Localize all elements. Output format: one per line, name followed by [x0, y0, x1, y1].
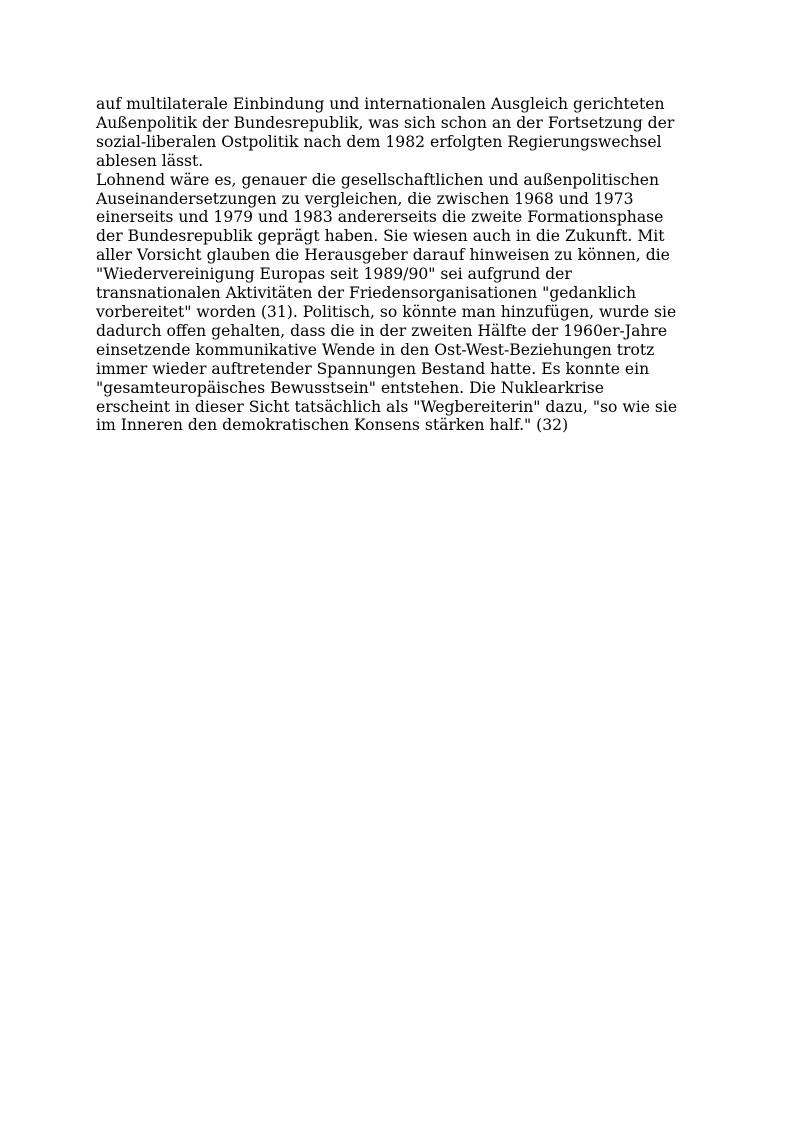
text-line: aller Vorsicht glauben die Herausgeber darauf hinweisen zu können, die — [96, 246, 670, 265]
text-line: "gesamteuropäisches Bewusstsein" entstehen. Die Nuklearkrise — [96, 378, 604, 397]
text-line: einsetzende kommunikative Wende in den Ost-West-Beziehungen trotz — [96, 340, 655, 359]
text-line: ablesen lässt. — [96, 151, 204, 170]
text-line: im Inneren den demokratischen Konsens stärken half." (32) — [96, 416, 569, 435]
text-line: transnationalen Aktivitäten der Friedensorganisationen "gedanklich — [96, 284, 637, 303]
text-line: sozial-liberalen Ostpolitik nach dem 1982 erfolgten Regierungswechsel — [96, 132, 662, 151]
text-line: dadurch offen gehalten, dass die in der zweiten Hälfte der 1960er-Jahre — [96, 321, 668, 340]
text-line: Auseinandersetzungen zu vergleichen, die zwischen 1968 und 1973 — [96, 189, 634, 208]
text-line: vorbereitet" worden (31). Politisch, so könnte man hinzufügen, wurde sie — [96, 302, 677, 321]
text-line: erscheint in dieser Sicht tatsächlich als "Wegbereiterin" dazu, "so wie sie — [96, 397, 678, 416]
text-line: der Bundesrepublik geprägt haben. Sie wiesen auch in die Zukunft. Mit — [96, 227, 665, 246]
text-line: Lohnend wäre es, genauer die gesellschaftlichen und außenpolitischen — [96, 170, 660, 189]
text-line: Außenpolitik der Bundesrepublik, was sich schon an der Fortsetzung der — [96, 113, 675, 132]
text-line: "Wiedervereinigung Europas seit 1989/90" sei aufgrund der — [96, 265, 572, 284]
text-line: einerseits und 1979 und 1983 andererseits die zweite Formationsphase — [96, 208, 664, 227]
text-line: immer wieder auftretender Spannungen Bestand hatte. Es konnte ein — [96, 359, 650, 378]
body-text — [96, 95, 706, 435]
text-line: auf multilaterale Einbindung und internationalen Ausgleich gerichteten — [96, 95, 665, 113]
